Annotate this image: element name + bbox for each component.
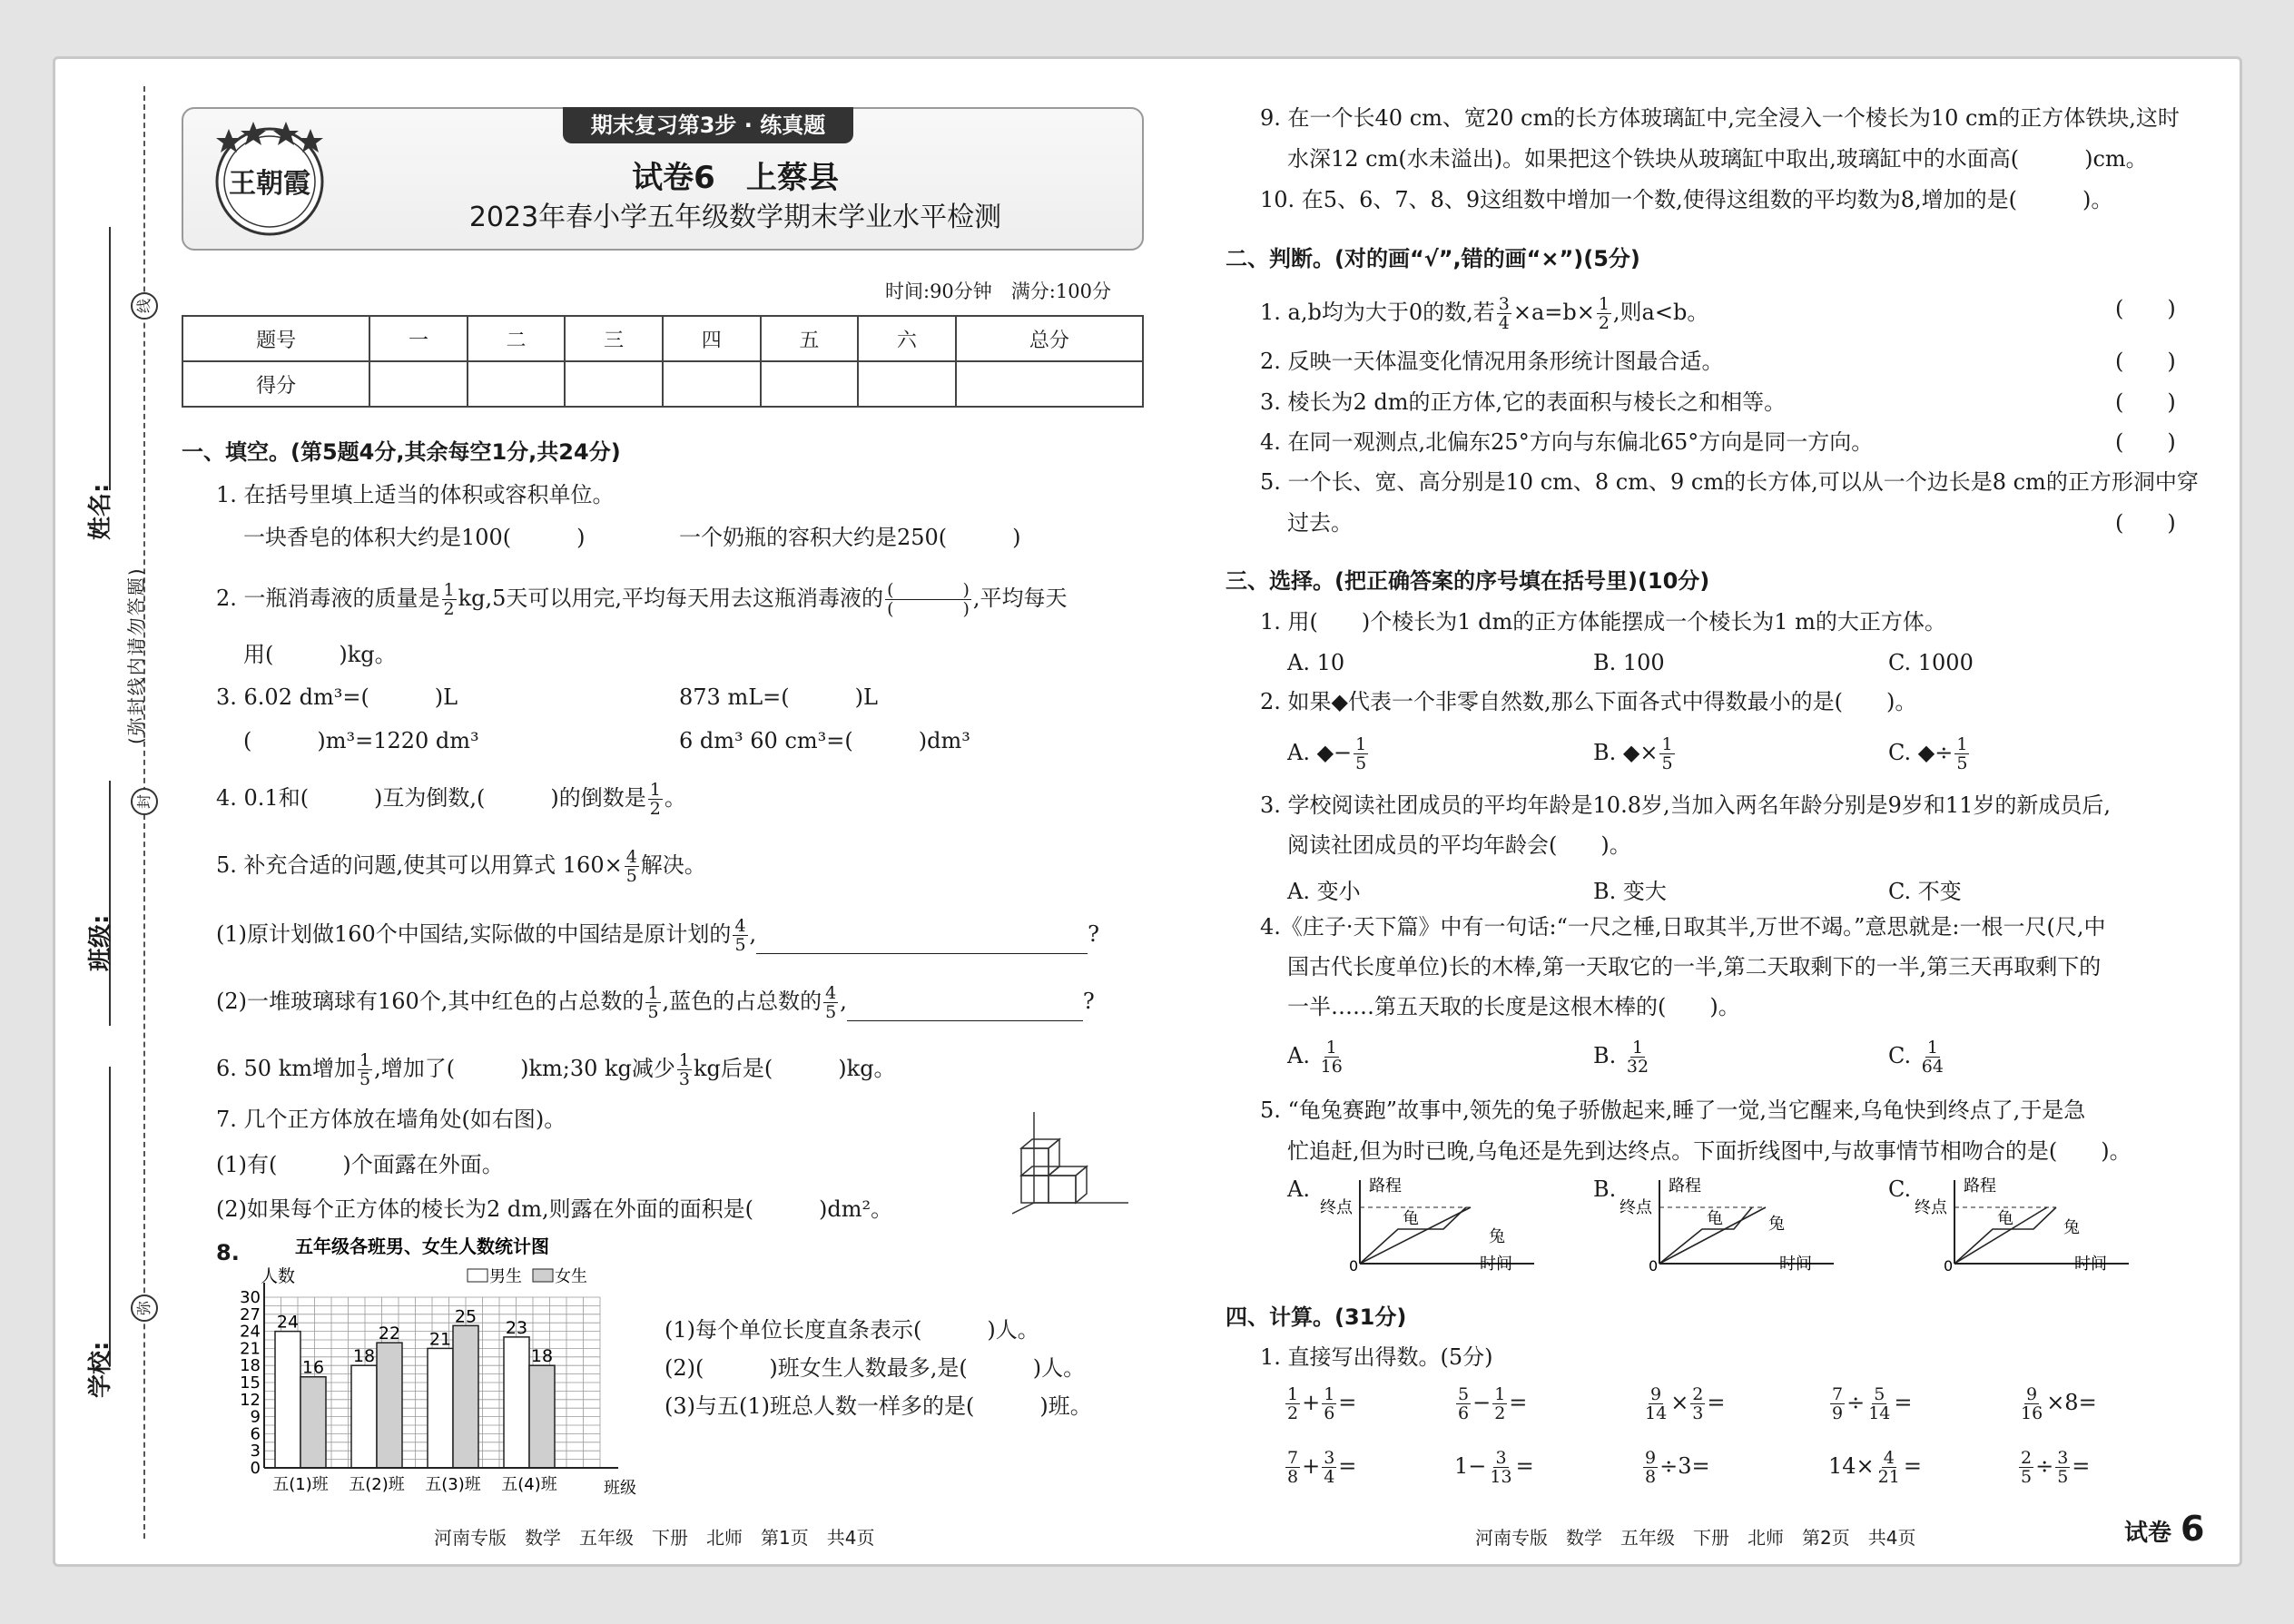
bar-chart: [231, 1236, 649, 1503]
c1-option-c[interactable]: C. 1000: [1888, 650, 1974, 675]
calc-item: $\frac{1}{2}$ + $\frac{1}{6}$ =: [1287, 1384, 1357, 1423]
binding-warning: (弥封线内请勿答题): [125, 566, 147, 744]
q1: 1. 在括号里填上适当的体积或容积单位。: [216, 482, 615, 507]
svg-text:路程: 路程: [1369, 1176, 1402, 1196]
chart-bar: [453, 1325, 478, 1468]
judge-blank[interactable]: ( ): [2115, 429, 2176, 455]
q5-1: (1)原计划做160个中国结,实际做的中国结是原计划的 $\frac{4}{5}$ , ?: [216, 916, 1100, 955]
c4c: 一半……第五天取的长度是这根木棒的( )。: [1287, 994, 1740, 1019]
c1: 1. 用( )个棱长为1 dm的正方体能摆成一个棱长为1 m的大正方体。: [1260, 609, 1946, 635]
fraction-blank[interactable]: $\frac{( )}{( )}$: [887, 580, 970, 619]
q9b: 水深12 cm(水未溢出)。如果把这个铁块从玻璃缸中取出,玻璃缸中的水面高( )cm。: [1287, 146, 2148, 172]
chart-y-tick: 0: [250, 1459, 261, 1478]
c5a: 5. “龟兔赛跑”故事中,领先的兔子骄傲起来,睡了一觉,当它醒来,乌龟快到终点了,于是急: [1260, 1097, 2086, 1123]
q8-number: 8.: [216, 1240, 240, 1265]
calc-item: $\frac{7}{9}$ ÷ $\frac{5}{14}$ =: [1832, 1384, 1913, 1423]
q1a: 一块香皂的体积大约是100( ): [243, 525, 586, 550]
q2-text-c: ,平均每天: [972, 586, 1068, 611]
legend-swatch-girls: [533, 1269, 553, 1282]
q6: 6. 50 km增加 $\frac{1}{5}$ ,增加了( )km;30 kg减少 $\frac{1}{3}$ kg后是( )kg。: [216, 1050, 896, 1089]
j5b: 过去。: [1287, 510, 1353, 536]
calc-item: $\frac{7}{8}$ + $\frac{3}{4}$ =: [1287, 1448, 1357, 1487]
footer-left: 河南专版 数学 五年级 下册 北师 第1页 共4页: [434, 1527, 875, 1549]
fraction: $\frac{1}{5}$: [647, 983, 659, 1022]
q4: 4. 0.1和( )互为倒数,( )的倒数是 $\frac{1}{2}$ 。: [216, 780, 686, 819]
j4: 4. 在同一观测点,北偏东25°方向与东偏北65°方向是同一方向。: [1260, 429, 1874, 455]
q3b: 873 mL=( )L: [679, 684, 878, 710]
chart-bar: [377, 1343, 402, 1468]
q7-2: (2)如果每个正方体的棱长为2 dm,则露在外面的面积是( )dm²。: [216, 1196, 893, 1222]
score-cell[interactable]: [663, 361, 761, 407]
q5: 5. 补充合适的问题,使其可以用算式 160× $\frac{4}{5}$ 解决。: [216, 847, 706, 886]
q8-1: (1)每个单位长度直条表示( )人。: [665, 1317, 1039, 1343]
judge-blank[interactable]: ( ): [2115, 389, 2176, 415]
c3a: 3. 学校阅读社团成员的平均年龄是10.8岁,当加入两名年龄分别是9岁和11岁的新成员后,: [1260, 792, 2112, 818]
score-header: 四: [663, 316, 761, 361]
score-cell[interactable]: [858, 361, 956, 407]
chart-x-tick: 五(3)班: [425, 1475, 481, 1494]
chart-data-label: 16: [301, 1357, 325, 1378]
q2d: 用( )kg。: [243, 642, 397, 667]
c5-option-a[interactable]: A.: [1287, 1176, 1310, 1202]
svg-text:时间: 时间: [1480, 1255, 1512, 1273]
svg-text:龟: 龟: [1997, 1209, 2013, 1228]
q2-text-b: kg,5天可以用完,平均每天用去这瓶消毒液的: [458, 586, 884, 611]
score-header: 题号: [182, 316, 369, 361]
section-4-title: 四、计算。(31分): [1226, 1304, 1407, 1330]
calc-item: $\frac{5}{6}$ − $\frac{1}{2}$ =: [1458, 1384, 1528, 1423]
q5-2: (2)一堆玻璃球有160个,其中红色的占总数的 $\frac{1}{5}$ ,蓝色的占总数的 $\frac{4}{5}$ , ?: [216, 983, 1095, 1022]
score-cell[interactable]: [468, 361, 566, 407]
school-underline: [109, 1067, 111, 1366]
fraction: $\frac{1}{2}$: [1598, 294, 1610, 333]
class-underline: [109, 781, 111, 1026]
fraction: $\frac{1}{5}$: [359, 1050, 371, 1089]
c2-option-b[interactable]: B. ◆× $\frac{1}{5}$: [1593, 734, 1673, 773]
c2-option-c[interactable]: C. ◆÷ $\frac{1}{5}$: [1888, 734, 1968, 773]
judge-blank[interactable]: ( ): [2115, 349, 2176, 374]
score-header: 二: [468, 316, 566, 361]
score-cell[interactable]: [956, 361, 1143, 407]
race-graph-b: [1616, 1173, 1843, 1276]
calc-item: 1− $\frac{3}{13}$ =: [1454, 1448, 1534, 1487]
class-label: 班级:: [87, 914, 114, 971]
judge-blank[interactable]: ( ): [2115, 296, 2176, 321]
score-cell[interactable]: [565, 361, 663, 407]
fraction: $\frac{4}{5}$: [734, 916, 746, 955]
score-header: 三: [565, 316, 663, 361]
q10: 10. 在5、6、7、8、9这组数中增加一个数,使得这组数的平均数为8,增加的是( )。: [1260, 187, 2113, 212]
chart-bar: [300, 1377, 326, 1468]
chart-data-label: 18: [530, 1346, 554, 1367]
j3: 3. 棱长为2 dm的正方体,它的表面积与棱长之和相等。: [1260, 389, 1787, 415]
fraction: $\frac{1}{2}$: [649, 780, 661, 819]
header-tab: 期末复习第3步 · 练真题: [563, 107, 853, 143]
c2-option-a[interactable]: A. ◆− $\frac{1}{5}$: [1287, 734, 1367, 773]
paper-number: 6: [2181, 1509, 2205, 1549]
q3a: 3. 6.02 dm³=( )L: [216, 684, 458, 710]
svg-text:路程: 路程: [1669, 1176, 1701, 1196]
binding-mark-line: 线: [131, 292, 158, 320]
cube-corner-figure: [1012, 1112, 1130, 1225]
c4b: 国古代长度单位)长的木棒,第一天取它的一半,第二天取剩下的一半,第三天再取剩下的: [1287, 954, 2102, 979]
race-graph-c: [1911, 1173, 2138, 1276]
q3d: 6 dm³ 60 cm³=( )dm³: [679, 728, 970, 753]
fraction: $\frac{4}{5}$: [625, 847, 637, 886]
fraction: $\frac{3}{4}$: [1498, 294, 1510, 333]
c1-option-b[interactable]: B. 100: [1593, 650, 1665, 675]
c3-option-c[interactable]: C. 不变: [1888, 879, 1962, 904]
score-cell[interactable]: [369, 361, 468, 407]
section-1-title: 一、填空。(第5题4分,其余每空1分,共24分): [182, 439, 621, 465]
c4-option-b[interactable]: B. $\frac{1}{32}$: [1593, 1038, 1649, 1077]
section-3-title: 三、选择。(把正确答案的序号填在括号里)(10分): [1226, 568, 1710, 594]
answer-line[interactable]: [756, 934, 1088, 954]
svg-text:0: 0: [1349, 1257, 1359, 1273]
c3-option-a[interactable]: A. 变小: [1287, 879, 1361, 904]
chart-y-tick: 21: [240, 1339, 261, 1359]
svg-text:兔: 兔: [2063, 1218, 2080, 1237]
q1b: 一个奶瓶的容积大约是250( ): [679, 525, 1021, 550]
chart-data-label: 24: [276, 1312, 300, 1333]
chart-ylabel: 人数: [261, 1266, 296, 1286]
c3b: 阅读社团成员的平均年龄会( )。: [1287, 832, 1631, 858]
logo-text: 王朝霞: [229, 168, 310, 200]
paper-label: 试卷: [2124, 1520, 2172, 1547]
c5b: 忙追赶,但为时已晚,乌龟还是先到达终点。下面折线图中,与故事情节相吻合的是( )。: [1287, 1138, 2132, 1164]
svg-text:兔: 兔: [1489, 1227, 1505, 1246]
fraction: $\frac{1}{2}$: [443, 580, 455, 619]
score-header: 六: [858, 316, 956, 361]
score-header: 五: [761, 316, 859, 361]
svg-text:路程: 路程: [1964, 1176, 1996, 1196]
chart-xlabel: 班级: [604, 1479, 636, 1498]
chart-bar: [351, 1365, 377, 1468]
answer-line[interactable]: [847, 1001, 1083, 1021]
svg-text:终点: 终点: [1320, 1198, 1353, 1217]
chart-bar: [504, 1337, 529, 1468]
j2: 2. 反映一天体温变化情况用条形统计图最合适。: [1260, 349, 1724, 374]
c3-option-b[interactable]: B. 变大: [1593, 879, 1667, 904]
j5a: 5. 一个长、宽、高分别是10 cm、8 cm、9 cm的长方体,可以从一个边长是8 cm的正方形洞中穿: [1260, 469, 2199, 495]
legend-swatch-boys: [468, 1269, 487, 1282]
c4-option-c[interactable]: C. $\frac{1}{64}$: [1888, 1038, 1944, 1077]
score-header: 一: [369, 316, 468, 361]
svg-text:终点: 终点: [1620, 1198, 1652, 1217]
q7: 7. 几个正方体放在墙角处(如右图)。: [216, 1107, 566, 1132]
chart-data-label: 21: [428, 1329, 452, 1350]
chart-bar: [275, 1332, 300, 1468]
svg-text:0: 0: [1944, 1257, 1954, 1273]
c4a: 4.《庄子·天下篇》中有一句话:“一尺之棰,日取其半,万世不竭。”意思就是:一根一尺(尺,中: [1260, 914, 2106, 940]
calc-item: $\frac{9}{14}$ × $\frac{2}{3}$ =: [1645, 1384, 1726, 1423]
chart-bar: [529, 1365, 555, 1468]
svg-text:时间: 时间: [2074, 1255, 2107, 1273]
c1-option-a[interactable]: A. 10: [1287, 650, 1345, 675]
chart-title: 五年级各班男、女生人数统计图: [295, 1236, 549, 1257]
chart-data-label: 22: [378, 1324, 401, 1344]
q8-2: (2)( )班女生人数最多,是( )人。: [665, 1355, 1086, 1381]
legend-boys: 男生: [489, 1267, 522, 1286]
chart-y-tick: 24: [240, 1322, 261, 1342]
calc-item: $\frac{2}{5}$ ÷ $\frac{3}{5}$ =: [2021, 1448, 2091, 1487]
footer-right: 河南专版 数学 五年级 下册 北师 第2页 共4页: [1475, 1527, 1916, 1549]
calc-item: 14× $\frac{4}{21}$ =: [1828, 1448, 1922, 1487]
chart-data-label: 23: [505, 1317, 528, 1338]
legend-girls: 女生: [555, 1267, 587, 1286]
svg-text:时间: 时间: [1779, 1255, 1812, 1273]
score-cell[interactable]: [761, 361, 859, 407]
brand-logo: [202, 116, 338, 239]
chart-y-tick: 6: [250, 1424, 261, 1444]
chart-data-label: 25: [454, 1306, 478, 1327]
school-label: 学校:: [87, 1341, 114, 1398]
score-table: [182, 315, 1144, 408]
chart-bar: [428, 1348, 453, 1468]
q7-1: (1)有( )个面露在外面。: [216, 1152, 504, 1177]
chart-y-tick: 12: [240, 1390, 261, 1410]
c5-option-c[interactable]: C.: [1888, 1176, 1912, 1202]
c2: 2. 如果◆代表一个非零自然数,那么下面各式中得数最小的是( )。: [1260, 689, 1917, 714]
q3c: ( )m³=1220 dm³: [243, 728, 479, 753]
chart-y-tick: 3: [250, 1442, 261, 1462]
judge-blank[interactable]: ( ): [2115, 510, 2176, 536]
time-info: 时间:90分钟 满分:100分: [885, 281, 1111, 302]
c4-option-a[interactable]: A. $\frac{1}{16}$: [1287, 1038, 1343, 1077]
exam-subtitle: 2023年春小学五年级数学期末学业水平检测: [468, 202, 1002, 233]
calc-item: $\frac{9}{8}$ ÷3=: [1645, 1448, 1710, 1487]
svg-text:0: 0: [1649, 1257, 1659, 1273]
k1: 1. 直接写出得数。(5分): [1260, 1344, 1493, 1370]
chart-x-tick: 五(1)班: [272, 1475, 329, 1494]
binding-mark-seal: 封: [131, 788, 158, 815]
fraction: $\frac{1}{3}$: [678, 1050, 691, 1089]
name-underline: [109, 227, 111, 490]
c5-option-b[interactable]: B.: [1593, 1176, 1617, 1202]
chart-x-tick: 五(4)班: [501, 1475, 557, 1494]
q8-3: (3)与五(1)班总人数一样多的是( )班。: [665, 1393, 1092, 1419]
chart-x-tick: 五(2)班: [349, 1475, 405, 1494]
section-2-title: 二、判断。(对的画“√”,错的画“×”)(5分): [1226, 246, 1640, 271]
q2: [216, 581, 1068, 618]
fraction: $\frac{4}{5}$: [825, 983, 837, 1022]
binding-mark-mi: 弥: [131, 1294, 158, 1322]
chart-y-tick: 9: [250, 1407, 261, 1427]
chart-y-tick: 30: [240, 1288, 261, 1307]
svg-text:龟: 龟: [1403, 1209, 1419, 1228]
name-label: 姓名:: [87, 483, 114, 540]
chart-data-label: 18: [352, 1346, 376, 1367]
svg-text:龟: 龟: [1707, 1209, 1723, 1228]
score-header: 总分: [956, 316, 1143, 361]
chart-y-tick: 15: [240, 1373, 261, 1393]
race-graph-a: [1316, 1173, 1543, 1276]
chart-y-tick: 27: [240, 1304, 261, 1324]
svg-text:兔: 兔: [1768, 1215, 1785, 1234]
j1: 1. a,b均为大于0的数,若 $\frac{3}{4}$ ×a=b× $\frac{1}{2}$ ,则a<b。: [1260, 294, 1709, 333]
q9a: 9. 在一个长40 cm、宽20 cm的长方体玻璃缸中,完全浸入一个棱长为10 cm的正方体铁块,这时: [1260, 105, 2180, 131]
exam-title: 试卷6 上蔡县: [632, 160, 839, 196]
chart-y-tick: 18: [240, 1356, 261, 1376]
calc-item: $\frac{9}{16}$ ×8=: [2021, 1384, 2097, 1423]
svg-text:终点: 终点: [1915, 1198, 1947, 1217]
score-row-label: 得分: [182, 361, 369, 407]
q2-text-a: 2. 一瓶消毒液的质量是: [216, 586, 440, 611]
